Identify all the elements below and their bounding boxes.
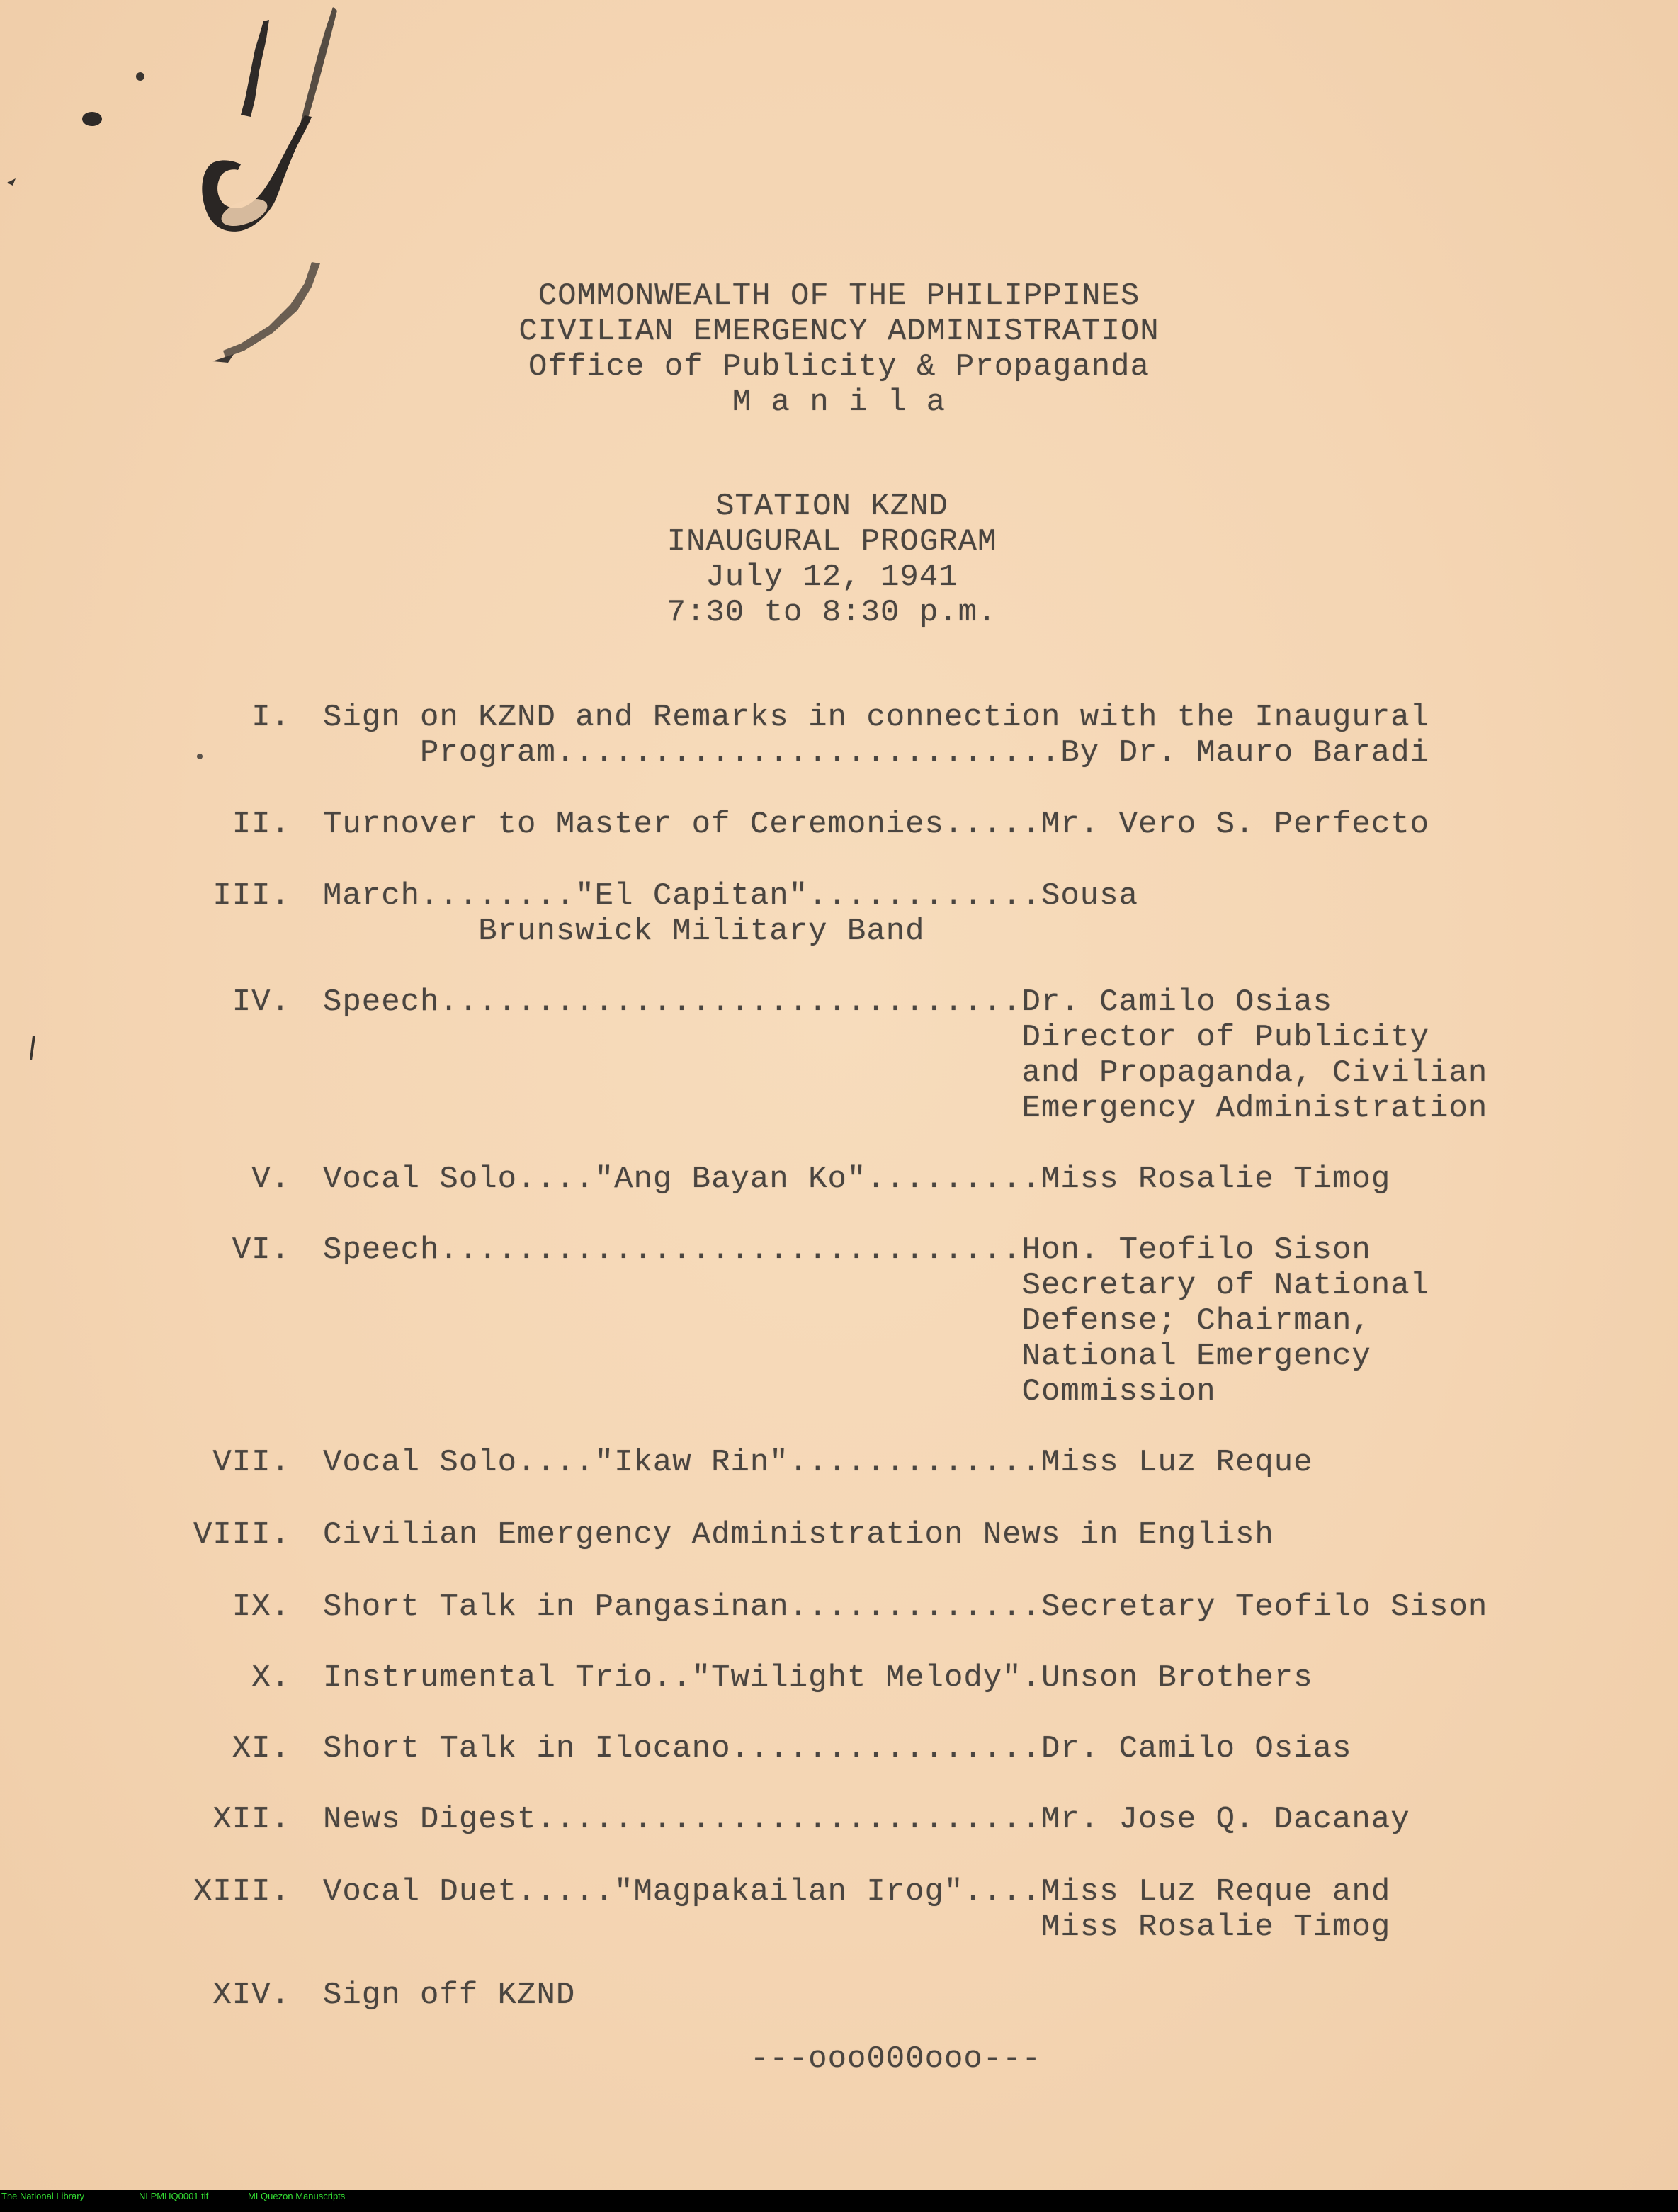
program-item-numeral: XII. <box>212 1802 290 1837</box>
program-item-numeral: VI. <box>232 1232 290 1268</box>
program-item-text: Vocal Solo...."Ang Bayan Ko".........Miss Rosalie Timog <box>323 1162 1391 1197</box>
program-item-continuation: Emergency Administration <box>323 1091 1488 1126</box>
program-item-text: Vocal Solo...."Ikaw Rin".............Miss Luz Reque <box>323 1445 1313 1480</box>
scan-footer-file: NLPMHQ0001 tif <box>139 2191 209 2201</box>
program-item-text: Short Talk in Pangasinan.............Secretary Teofilo Sison <box>323 1589 1488 1625</box>
station-name: STATION KZND <box>715 489 948 524</box>
scan-footer-source: The National Library <box>1 2191 85 2201</box>
program-item-text: March........"El Capitan"............Sousa <box>323 878 1138 914</box>
program-time: 7:30 to 8:30 p.m. <box>667 595 997 630</box>
scan-footer-collection: MLQuezon Manuscripts <box>248 2191 346 2201</box>
program-item-continuation: Defense; Chairman, <box>323 1303 1371 1339</box>
program-item-text: Speech..............................Dr. Camilo Osias <box>323 985 1333 1020</box>
program-item-numeral: III. <box>212 878 290 914</box>
program-title: INAUGURAL PROGRAM <box>667 524 997 560</box>
program-item-numeral: VII. <box>212 1445 290 1480</box>
program-item-continuation: Miss Rosalie Timog <box>323 1910 1391 1945</box>
program-item-text: Instrumental Trio.."Twilight Melody".Unson Brothers <box>323 1660 1313 1696</box>
program-item-continuation: Brunswick Military Band <box>323 914 925 949</box>
program-item-text: Sign on KZND and Remarks in connection with the Inaugural <box>323 700 1430 735</box>
program-date: July 12, 1941 <box>705 560 958 595</box>
program-item-continuation: Secretary of National <box>323 1268 1430 1303</box>
program-item-text: News Digest..........................Mr. Jose Q. Dacanay <box>323 1802 1410 1837</box>
program-item-continuation: Director of Publicity <box>323 1020 1430 1055</box>
program-item-text: Short Talk in Ilocano................Dr. Camilo Osias <box>323 1731 1352 1766</box>
closing-ornament: ---ooo000ooo--- <box>749 2041 1042 2077</box>
program-item-numeral: I. <box>251 700 290 735</box>
program-item-numeral: IX. <box>232 1589 290 1625</box>
program-item-numeral: X. <box>251 1660 290 1696</box>
header-line-office: Office of Publicity & Propaganda <box>528 349 1150 385</box>
program-item-text: Turnover to Master of Ceremonies.....Mr. Vero S. Perfecto <box>323 807 1430 842</box>
program-item-continuation: and Propaganda, Civilian <box>323 1055 1488 1091</box>
header-line-administration: CIVILIAN EMERGENCY ADMINISTRATION <box>518 314 1160 349</box>
program-item-numeral: IV. <box>232 985 290 1020</box>
program-item-text: Vocal Duet....."Magpakailan Irog"....Miss Luz Reque and <box>323 1874 1391 1910</box>
header-line-city: M a n i l a <box>732 385 946 420</box>
ink-speck <box>195 752 204 761</box>
program-item-text: Sign off KZND <box>323 1978 576 2013</box>
ink-speck <box>25 1034 40 1062</box>
program-item-numeral: XIV. <box>212 1978 290 2013</box>
program-item-numeral: VIII. <box>193 1517 290 1553</box>
program-item-numeral: II. <box>232 807 290 842</box>
program-item-continuation: Program..........................By Dr. Mauro Baradi <box>323 735 1430 771</box>
program-item-numeral: V. <box>251 1162 290 1197</box>
header-line-commonwealth: COMMONWEALTH OF THE PHILIPPINES <box>538 278 1140 314</box>
program-item-text: Civilian Emergency Administration News in English <box>323 1517 1274 1553</box>
program-item-continuation: National Emergency <box>323 1339 1371 1374</box>
program-item-text: Speech..............................Hon. Teofilo Sison <box>323 1232 1371 1268</box>
program-item-continuation: Commission <box>323 1374 1216 1410</box>
program-item-numeral: XIII. <box>193 1874 290 1910</box>
program-item-numeral: XI. <box>232 1731 290 1766</box>
